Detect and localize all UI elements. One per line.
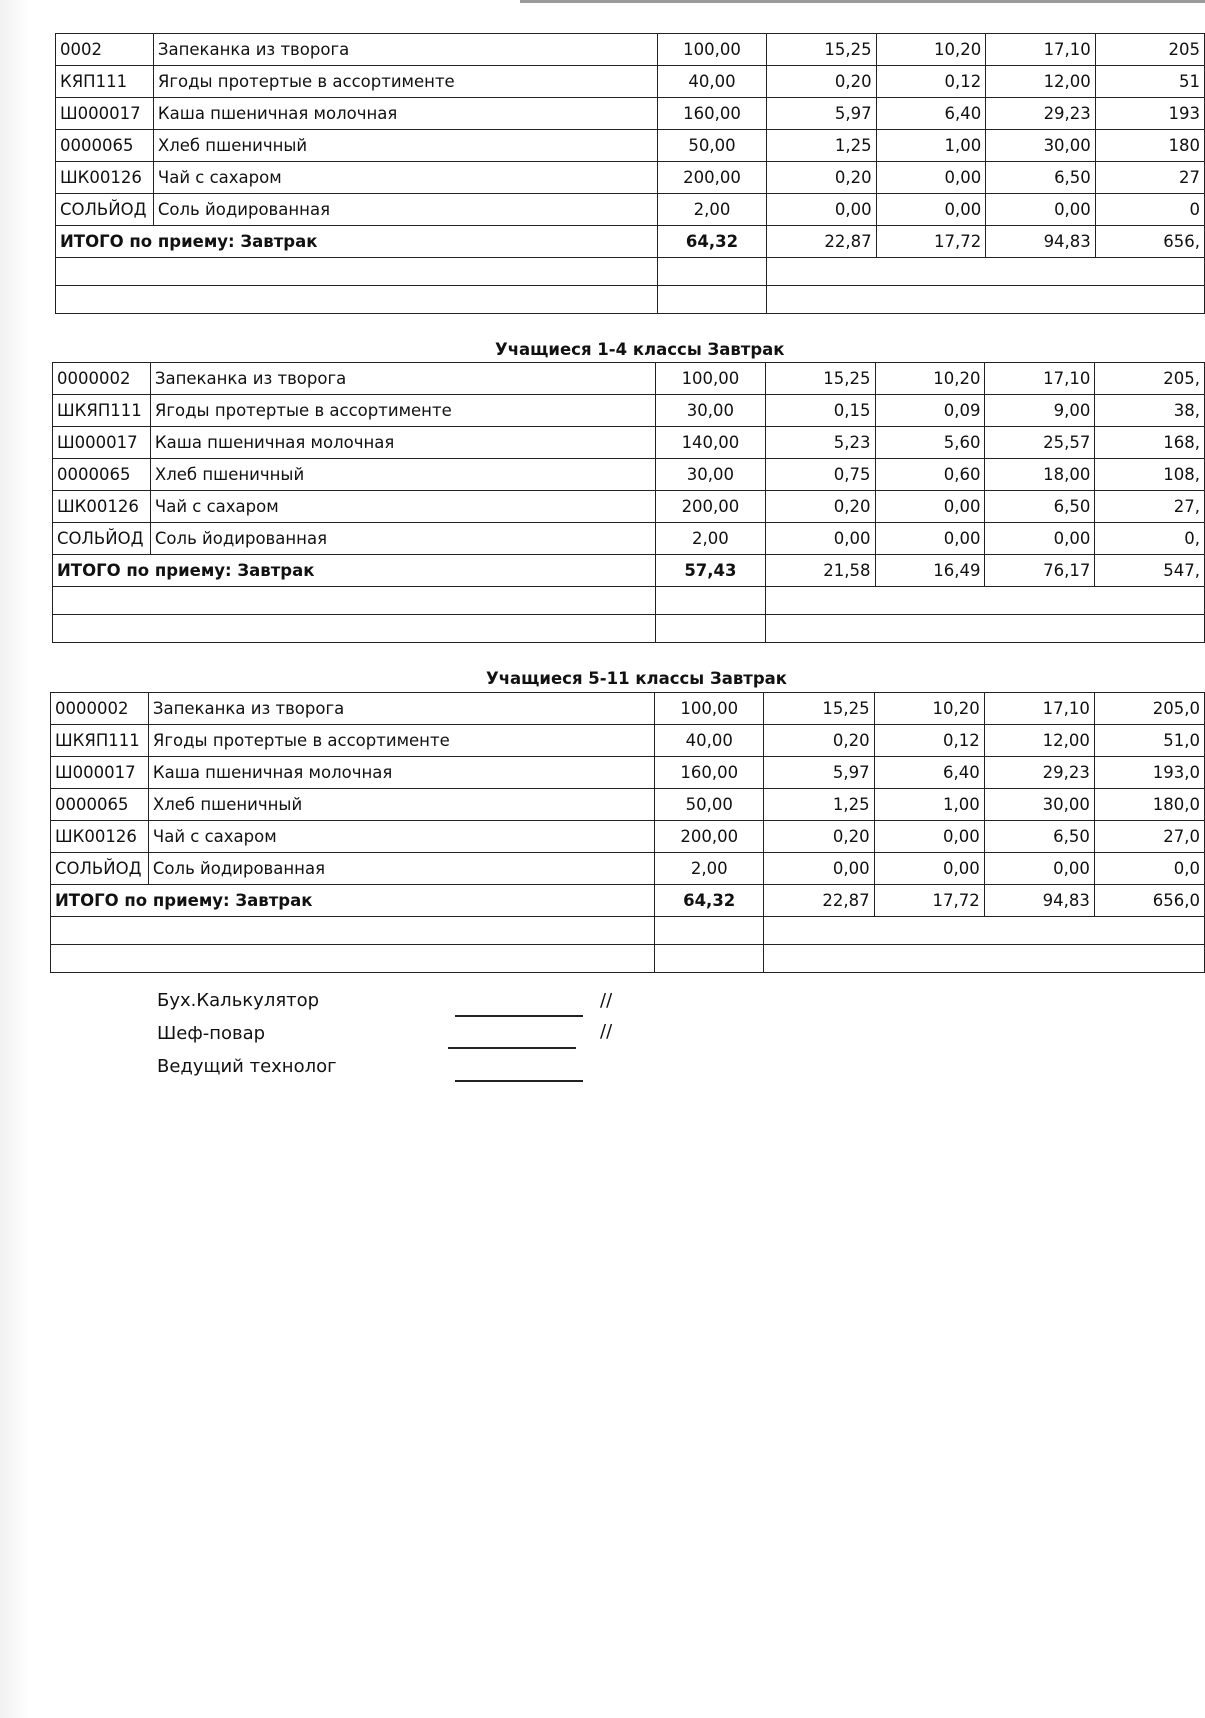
item-carbs: 9,00 [985,395,1095,427]
total-label: ИТОГО по приему: Завтрак [51,885,655,917]
empty-cell [56,258,658,286]
item-fats: 0,00 [874,821,984,853]
item-carbs: 30,00 [986,130,1096,162]
item-fats: 10,20 [875,363,985,395]
item-code: 0000002 [51,693,149,725]
item-name: Хлеб пшеничный [150,459,655,491]
item-fats: 6,40 [874,757,984,789]
section-title-5-11: Учащиеся 5-11 классы Завтрак [486,669,787,688]
item-energy: 205, [1095,363,1205,395]
item-quantity: 100,00 [656,363,765,395]
item-code: 0000065 [51,789,149,821]
item-name: Хлеб пшеничный [148,789,654,821]
item-energy: 180,0 [1094,789,1204,821]
table-row [51,757,1205,789]
item-energy: 51,0 [1094,725,1204,757]
item-code: СОЛЬЙОД [51,853,149,885]
item-fats: 0,12 [874,725,984,757]
item-quantity: 100,00 [654,693,764,725]
item-code: 0000002 [53,363,151,395]
item-fats: 0,00 [876,194,986,226]
item-fats: 0,09 [875,395,985,427]
item-proteins: 0,20 [764,821,874,853]
empty-cell [765,587,1204,615]
empty-cell [767,258,1205,286]
scan-edge-shadow [0,0,30,1718]
item-energy: 193,0 [1094,757,1204,789]
empty-row [51,917,1205,945]
item-name: Чай с сахаром [153,162,657,194]
item-quantity: 2,00 [656,523,765,555]
item-energy: 0,0 [1094,853,1204,885]
table-row [56,66,1205,98]
empty-cell [656,587,765,615]
empty-cell [51,917,655,945]
total-quantity: 64,32 [654,885,764,917]
total-label: ИТОГО по приему: Завтрак [56,226,658,258]
item-carbs: 12,00 [986,66,1096,98]
total-carbs: 94,83 [984,885,1094,917]
item-proteins: 0,20 [765,491,875,523]
total-carbs: 94,83 [986,226,1096,258]
item-fats: 5,60 [875,427,985,459]
item-proteins: 0,20 [767,162,877,194]
signature-line-chef [448,1047,576,1049]
empty-cell [656,615,765,643]
item-code: ШК00126 [53,491,151,523]
item-proteins: 0,00 [764,853,874,885]
total-proteins: 22,87 [764,885,874,917]
item-quantity: 30,00 [656,459,765,491]
item-carbs: 18,00 [985,459,1095,491]
signature-mark-chef: // [600,1021,613,1042]
item-name: Соль йодированная [153,194,657,226]
total-row [51,885,1205,917]
total-row [56,226,1205,258]
item-quantity: 30,00 [656,395,765,427]
item-energy: 180 [1095,130,1204,162]
item-proteins: 1,25 [767,130,877,162]
signature-role-technologist: Ведущий технолог [157,1056,337,1077]
empty-cell [657,286,766,314]
table-row [51,725,1205,757]
item-code: 0002 [56,34,154,66]
item-quantity: 50,00 [657,130,766,162]
item-code: СОЛЬЙОД [56,194,154,226]
table-row [56,162,1205,194]
table-row [53,523,1205,555]
item-energy: 205,0 [1094,693,1204,725]
empty-row [56,258,1205,286]
item-proteins: 5,23 [765,427,875,459]
item-quantity: 200,00 [656,491,765,523]
item-name: Каша пшеничная молочная [150,427,655,459]
item-energy: 51 [1095,66,1204,98]
total-label: ИТОГО по приему: Завтрак [53,555,656,587]
item-quantity: 2,00 [654,853,764,885]
item-name: Соль йодированная [148,853,654,885]
item-carbs: 17,10 [986,34,1096,66]
item-name: Каша пшеничная молочная [148,757,654,789]
item-quantity: 40,00 [654,725,764,757]
item-fats: 1,00 [874,789,984,821]
item-proteins: 0,20 [767,66,877,98]
item-fats: 0,00 [875,491,985,523]
item-energy: 168, [1095,427,1205,459]
empty-row [53,615,1205,643]
item-name: Чай с сахаром [150,491,655,523]
item-quantity: 100,00 [657,34,766,66]
item-energy: 193 [1095,98,1204,130]
item-name: Ягоды протертые в ассортименте [148,725,654,757]
signature-mark-accountant: // [600,990,613,1011]
menu-table-0 [55,33,1205,314]
empty-row [53,587,1205,615]
item-quantity: 160,00 [654,757,764,789]
table-row [51,821,1205,853]
item-carbs: 30,00 [984,789,1094,821]
table-row [53,491,1205,523]
total-energy: 656, [1095,226,1204,258]
empty-cell [53,587,656,615]
item-code: Ш000017 [56,98,154,130]
item-fats: 0,60 [875,459,985,491]
total-proteins: 21,58 [765,555,875,587]
table-row [53,395,1205,427]
item-code: ШКЯП111 [51,725,149,757]
table-row [56,194,1205,226]
empty-cell [765,615,1204,643]
item-code: Ш000017 [51,757,149,789]
item-carbs: 6,50 [984,821,1094,853]
empty-cell [654,917,764,945]
table-row [51,789,1205,821]
total-row [53,555,1205,587]
item-carbs: 29,23 [986,98,1096,130]
item-energy: 27,0 [1094,821,1204,853]
table-row [56,130,1205,162]
item-quantity: 50,00 [654,789,764,821]
item-code: 0000065 [53,459,151,491]
section-title-1-4: Учащиеся 1-4 классы Завтрак [495,340,785,359]
total-fats: 16,49 [875,555,985,587]
item-name: Каша пшеничная молочная [153,98,657,130]
item-energy: 0, [1095,523,1205,555]
menu-table-2 [50,692,1205,973]
item-quantity: 40,00 [657,66,766,98]
item-energy: 27, [1095,491,1205,523]
item-quantity: 160,00 [657,98,766,130]
item-energy: 205 [1095,34,1204,66]
item-carbs: 25,57 [985,427,1095,459]
item-carbs: 0,00 [985,523,1095,555]
empty-cell [764,917,1205,945]
item-proteins: 5,97 [764,757,874,789]
empty-row [51,945,1205,973]
item-carbs: 6,50 [986,162,1096,194]
item-name: Чай с сахаром [148,821,654,853]
item-proteins: 15,25 [764,693,874,725]
item-fats: 10,20 [874,693,984,725]
item-code: КЯП111 [56,66,154,98]
item-quantity: 140,00 [656,427,765,459]
table-row [51,693,1205,725]
item-carbs: 12,00 [984,725,1094,757]
item-carbs: 0,00 [984,853,1094,885]
item-fats: 6,40 [876,98,986,130]
empty-cell [53,615,656,643]
item-carbs: 17,10 [984,693,1094,725]
item-code: ШК00126 [56,162,154,194]
table-row [53,363,1205,395]
item-name: Ягоды протертые в ассортименте [153,66,657,98]
item-proteins: 0,00 [765,523,875,555]
total-quantity: 64,32 [657,226,766,258]
signature-role-chef: Шеф-повар [157,1023,266,1044]
signature-line-technologist [455,1080,583,1082]
item-proteins: 0,20 [764,725,874,757]
item-carbs: 29,23 [984,757,1094,789]
item-fats: 0,00 [875,523,985,555]
item-name: Запеканка из творога [148,693,654,725]
item-code: 0000065 [56,130,154,162]
item-fats: 1,00 [876,130,986,162]
item-carbs: 17,10 [985,363,1095,395]
item-carbs: 0,00 [986,194,1096,226]
item-code: СОЛЬЙОД [53,523,151,555]
item-energy: 38, [1095,395,1205,427]
item-code: ШКЯП111 [53,395,151,427]
total-carbs: 76,17 [985,555,1095,587]
table-row [56,34,1205,66]
item-energy: 108, [1095,459,1205,491]
item-proteins: 0,15 [765,395,875,427]
item-code: ШК00126 [51,821,149,853]
item-proteins: 0,75 [765,459,875,491]
table-row [56,98,1205,130]
total-energy: 656,0 [1094,885,1204,917]
item-fats: 0,00 [876,162,986,194]
empty-cell [56,286,658,314]
item-proteins: 5,97 [767,98,877,130]
item-fats: 10,20 [876,34,986,66]
item-name: Соль йодированная [150,523,655,555]
empty-row [56,286,1205,314]
item-quantity: 2,00 [657,194,766,226]
empty-cell [654,945,764,973]
item-name: Запеканка из творога [150,363,655,395]
empty-cell [657,258,766,286]
item-energy: 27 [1095,162,1204,194]
total-fats: 17,72 [874,885,984,917]
item-code: Ш000017 [53,427,151,459]
total-fats: 17,72 [876,226,986,258]
item-name: Ягоды протертые в ассортименте [150,395,655,427]
item-energy: 0 [1095,194,1204,226]
total-energy: 547, [1095,555,1205,587]
item-quantity: 200,00 [657,162,766,194]
item-proteins: 15,25 [765,363,875,395]
item-carbs: 6,50 [985,491,1095,523]
item-quantity: 200,00 [654,821,764,853]
item-fats: 0,00 [874,853,984,885]
item-name: Запеканка из творога [153,34,657,66]
signature-line-accountant [455,1015,583,1017]
table-row [51,853,1205,885]
empty-cell [764,945,1205,973]
signature-role-accountant: Бух.Калькулятор [157,990,320,1011]
total-quantity: 57,43 [656,555,765,587]
table-row [53,459,1205,491]
item-proteins: 1,25 [764,789,874,821]
scan-top-line [520,0,1205,3]
item-proteins: 15,25 [767,34,877,66]
total-proteins: 22,87 [767,226,877,258]
empty-cell [51,945,655,973]
table-row [53,427,1205,459]
item-name: Хлеб пшеничный [153,130,657,162]
item-fats: 0,12 [876,66,986,98]
empty-cell [767,286,1205,314]
menu-table-1 [52,362,1205,643]
item-proteins: 0,00 [767,194,877,226]
